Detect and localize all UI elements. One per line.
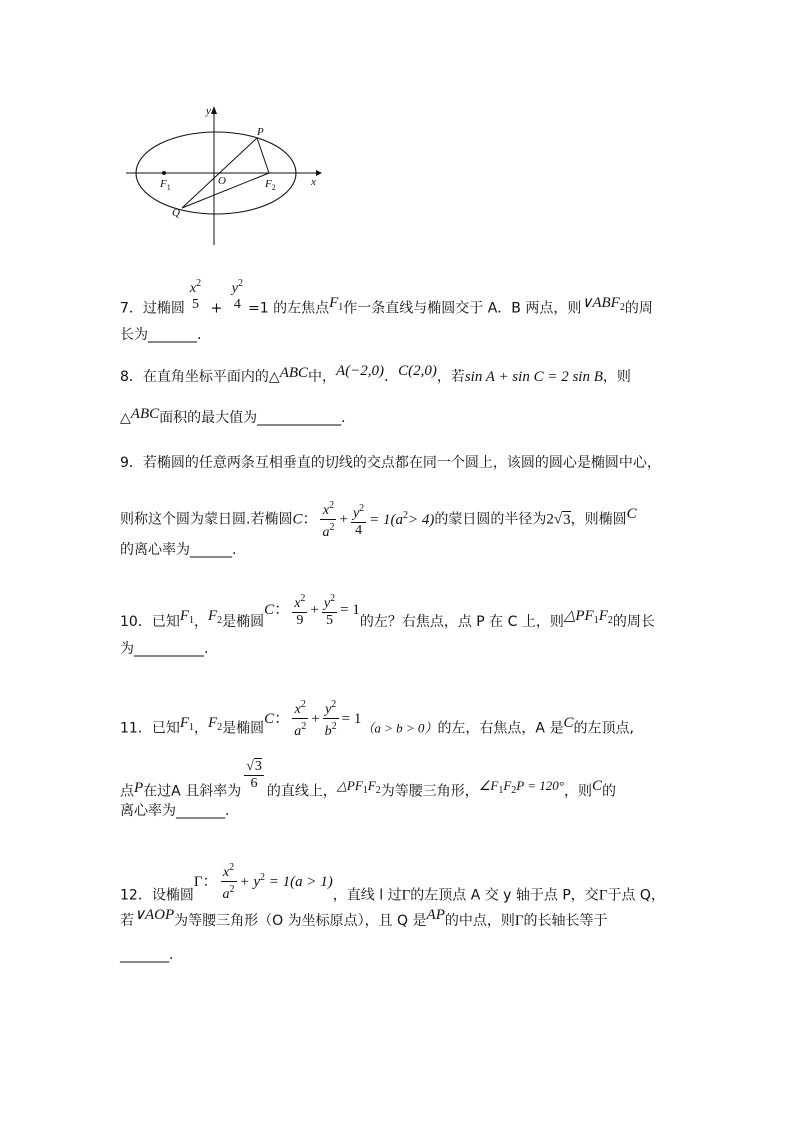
q7-focus: $F_1$ xyxy=(329,294,344,313)
q12-line1: 12．设椭圆Γ： $\frac{x^2}{a^2}$ + $y^2 = 1(a > 1)$，直线 l 过Γ的左顶点 A 交 y 轴于点 P，交Γ于点 Q， xyxy=(120,862,665,904)
label-P: P xyxy=(257,126,264,138)
q7-line2: 长为_______. xyxy=(120,327,202,343)
q9-frac-y: $\frac{y^2}{4}$ xyxy=(352,502,365,538)
q8-condition: sin A + sin C = 2 sin B xyxy=(464,369,603,385)
q10-frac-x: $\frac{x^2}{9}$ xyxy=(294,593,306,628)
q11-frac-x: $\frac{x^2}{a^2}$ xyxy=(294,699,307,739)
q9-line2: 则称这个圆为蒙日圆.若椭圆C： $\frac{x^2}{a^2}$ + $\frac{y^2}{4}$ = $1(a^2> 4)$的蒙日圆的半径为2√3，则椭圆C xyxy=(120,500,637,540)
q7-frac-x: $x^2$ 5 xyxy=(189,278,202,312)
q10-frac-y: $\frac{y^2}{5}$ xyxy=(323,593,336,628)
q9-frac-x: $\frac{x^2}{a^2}$ xyxy=(322,500,335,540)
q10-line1: 10．已知$F_1$，$F_2$是椭圆C： $\frac{x^2}{9}$ + $\frac{y^2}{5}$ = 1的左？右焦点，点 P 在 C 上，则$\triangle PF_1F_2$的周长 xyxy=(120,593,655,630)
q10-line2: 为__________. xyxy=(120,641,209,657)
q11-frac-y: $\frac{y^2}{b^2}$ xyxy=(324,699,337,739)
label-F1: $F_1$ xyxy=(160,178,171,193)
q9-line1: 9．若椭圆的任意两条互相垂直的切线的交点都在同一个圆上，该圆的圆心是椭圆中心， xyxy=(120,455,661,471)
q8-line2: △ABC面积的最大值为____________. xyxy=(120,406,346,426)
q7-triangle: $\vee ABF_2$ xyxy=(581,294,625,313)
x-axis-arrow xyxy=(316,170,322,176)
label-Q: Q xyxy=(172,207,180,219)
y-axis-arrow xyxy=(211,106,217,114)
ellipse-figure xyxy=(126,100,326,250)
q7-line1: 7．过椭圆 $x^2$ 5 + $y^2$ 4 =1 的左焦点$F_1$作一条直线与椭圆交于 A．B 两点，则$\vee ABF_2$的周 xyxy=(120,278,653,317)
q12-frac-x: $\frac{x^2}{a^2}$ xyxy=(222,862,235,902)
q9-radius: 2√3 xyxy=(546,511,571,528)
q11-slope: $\frac{√3}{6}$ xyxy=(246,759,262,791)
q11-line1: 11．已知$F_1$，$F_2$是椭圆C： $\frac{x^2}{a^2}$ + $\frac{y^2}{b^2}$ = 1（a > b > 0）的左，右焦点，A 是C的左顶点, xyxy=(120,699,634,739)
label-O: O xyxy=(218,175,226,187)
ellipse-diagram xyxy=(126,100,326,250)
label-F2: $F_2$ xyxy=(265,178,276,193)
q8-point-C: C(2,0) xyxy=(398,363,437,379)
focus-F1-point xyxy=(162,171,166,175)
q11-line2: 点P在过A 且斜率为 $\frac{√3}{6}$ 的直线上，$\triangle PF_1F_2$为等腰三角形，$\angle F_1F_2P = 120^\circ$，则C的 xyxy=(120,759,616,800)
q9-line3: 的离心率为______. xyxy=(120,542,237,558)
segment-PF2 xyxy=(257,138,269,173)
q12-line3: _______. xyxy=(120,947,174,963)
q11-line3: 离心率为_______. xyxy=(120,803,230,819)
q12-line2: 若∨AOP为等腰三角形（O 为坐标原点），且 Q 是AP的中点，则Γ的长轴长等于 xyxy=(120,907,608,929)
q8-line1: 8．在直角坐标平面内的△ABC中，A(−2,0)．C(2,0)，若sin A + sin C = 2 sin B，则 xyxy=(120,363,631,385)
q8-point-A: A(−2,0) xyxy=(336,363,385,379)
label-y: y xyxy=(206,105,211,117)
q7-frac-y: $y^2$ 4 xyxy=(231,278,243,312)
label-x: x xyxy=(311,176,316,188)
